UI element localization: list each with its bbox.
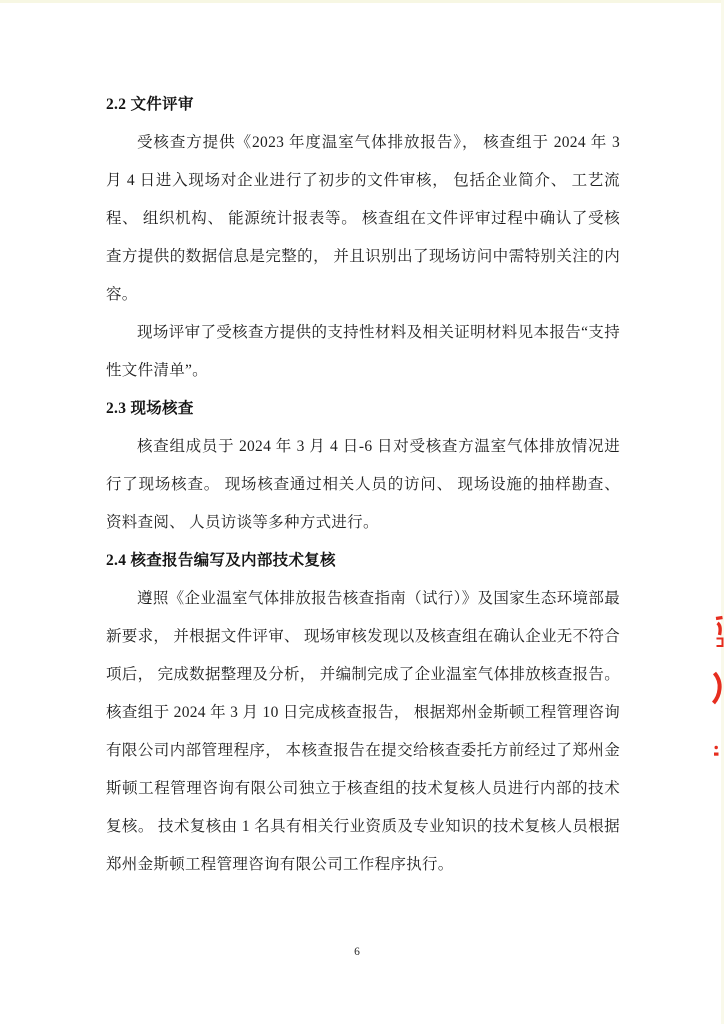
page-number: 6 [354,946,360,958]
section-heading-2-2: 2.2 文件评审 [106,96,194,113]
paragraph-site-verification: 核查组成员于 2024 年 3 月 4 日-6 日对受核查方温室气体排放情况进行了现场核查。 现场核查通过相关人员的访问、 现场设施的抽样勘查、 资料查阅、 人员访谈等多种方式进行。 [106,438,620,531]
paragraph-document-review-2: 现场评审了受核查方提供的支持性材料及相关证明材料见本报告“支持性文件清单”。 [106,324,620,379]
section-heading-2-4: 2.4 核查报告编写及内部技术复核 [106,552,336,569]
document-content [106,86,620,884]
section-heading-2-3: 2.3 现场核查 [106,400,194,417]
red-seal-fragment-icon [710,612,724,762]
paragraph-document-review-1: 受核查方提供《2023 年度温室气体排放报告》， 核查组于 2024 年 3 月 4 日进入现场对企业进行了初步的文件审核， 包括企业简介、 工艺流程、 组织机构、 能源统计报表等。 核查组在文件评审过程中确认了受核查方提供的数据信息是完整的， 并且识别出了现场访问中需特别关注的内容。 [106,134,620,303]
page-edge-top [0,0,724,3]
paragraph-report-writing-review: 遵照《企业温室气体排放报告核查指南（试行）》及国家生态环境部最新要求， 并根据文件评审、 现场审核发现以及核查组在确认企业无不符合项后， 完成数据整理及分析， 并编制完成了企业温室气体排放核查报告。 核查组于 2024 年 3 月 10 日完成核查报告， 根据郑州金斯顿工程管理咨询有限公司内部管理程序， 本核查报告在提交给核查委托方前经过了郑州金斯顿工程管理咨询有限公司独立于核查组的技术复核人员进行内部的技术复核。 技术复核由 1 名具有相关行业资质及专业知识的技术复核人员根据郑州金斯顿工程管理咨询有限公司工作程序执行。 [106,590,620,873]
